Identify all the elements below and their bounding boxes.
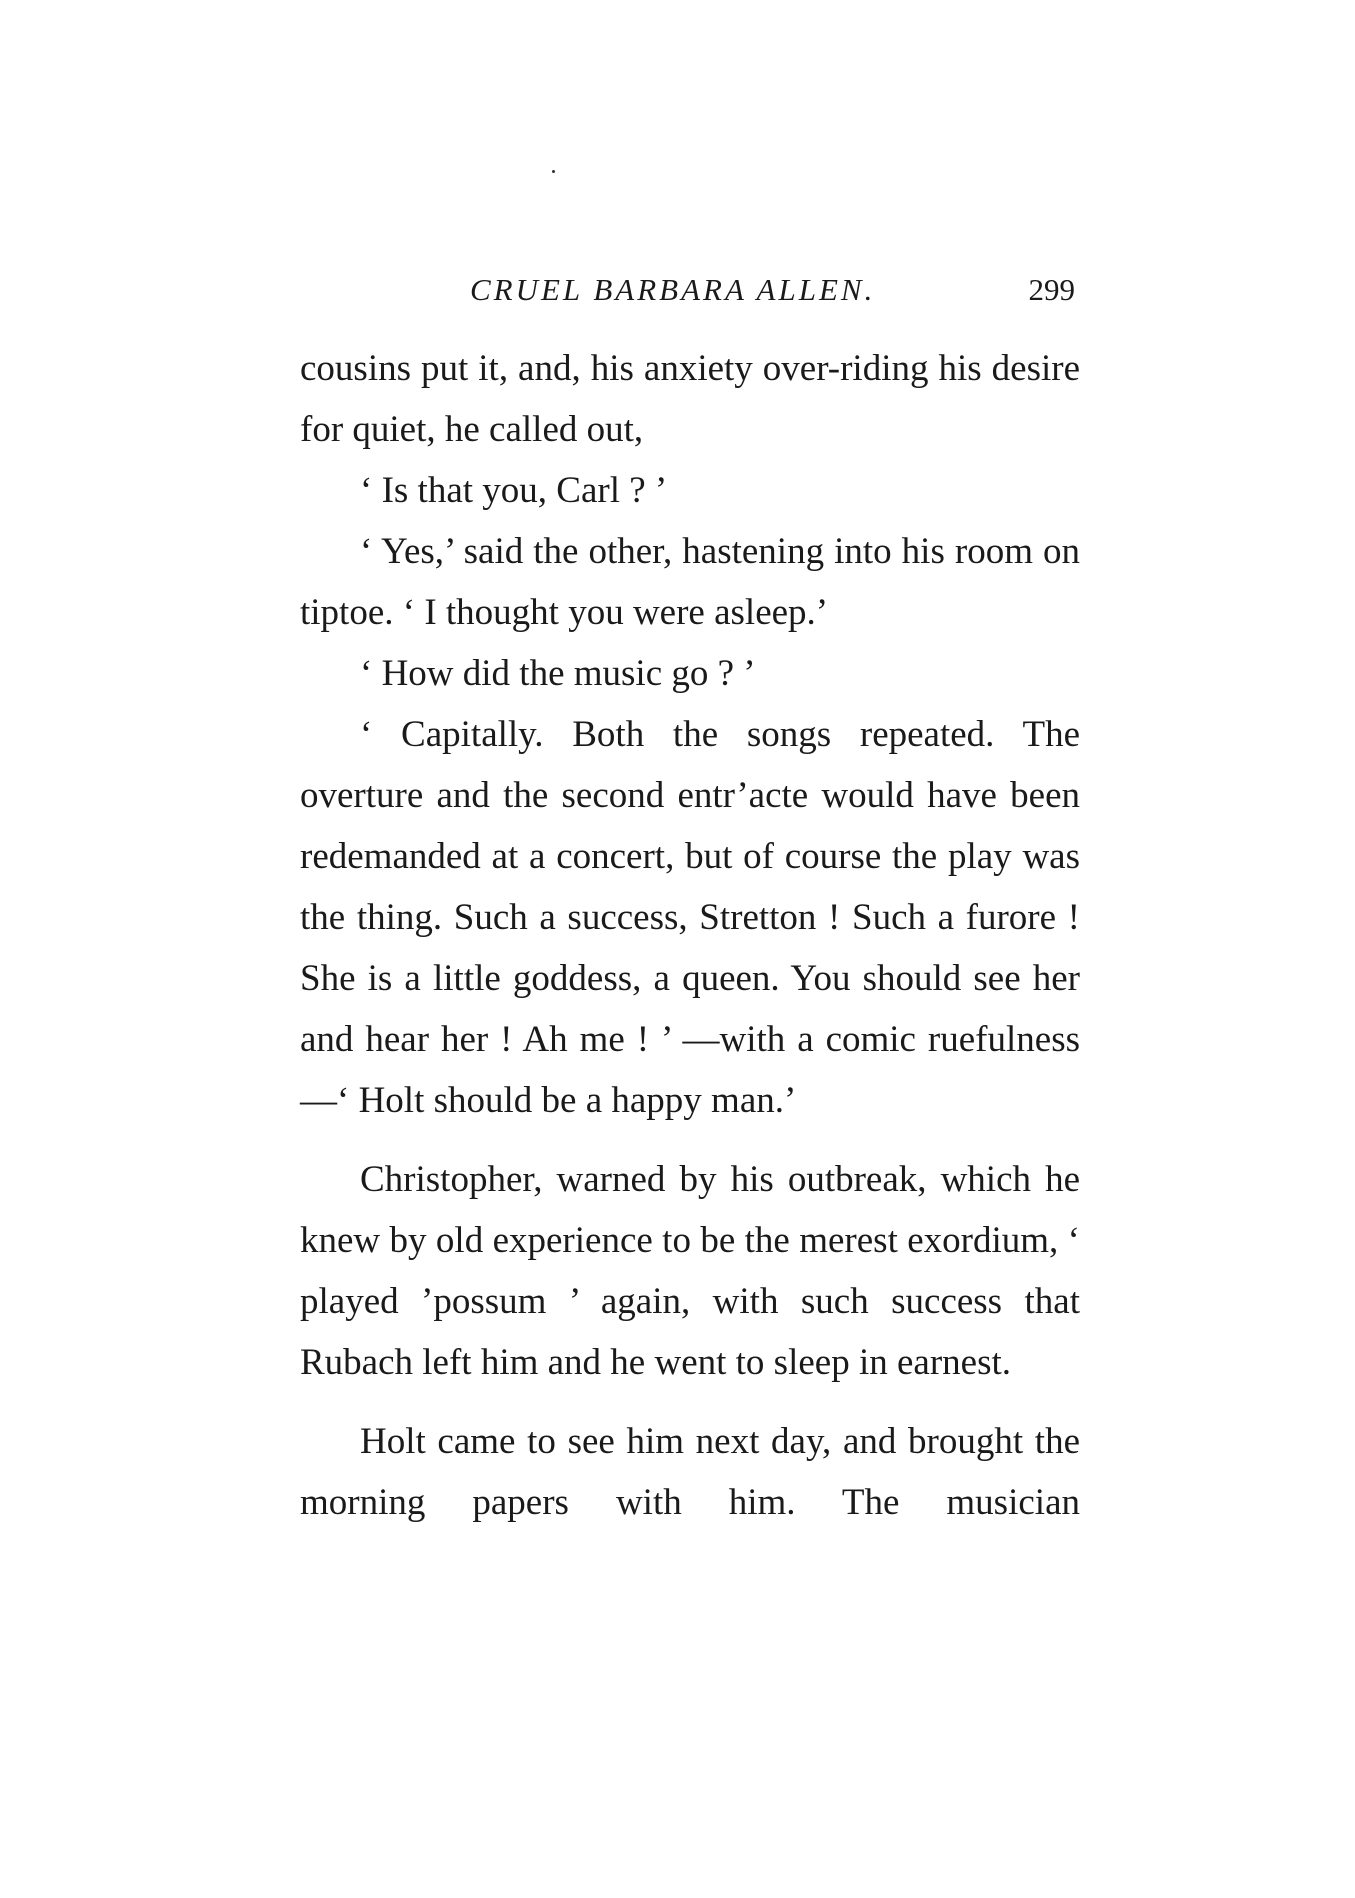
paragraph-6: Christopher, warned by his outbreak, which he knew by old experience to be the merest exordium, ‘ played ’possum ’ again, with such success that Rubach left him and he went to sleep in earnest. bbox=[300, 1159, 1080, 1383]
running-title: CRUEL BARBARA ALLEN. bbox=[470, 272, 876, 307]
paragraph-1: cousins put it, and, his anxiety over-riding his desire for quiet, he called out, bbox=[300, 348, 1080, 450]
paragraph-3: ‘ Yes,’ said the other, hastening into his room on tiptoe. ‘ I thought you were asleep.’ bbox=[300, 531, 1080, 633]
body-text bbox=[300, 338, 1080, 1533]
running-head bbox=[300, 268, 1080, 312]
paragraph-7: Holt came to see him next day, and brought the morning papers with him. The musician bbox=[300, 1421, 1080, 1523]
paragraph-4: ‘ How did the music go ? ’ bbox=[360, 653, 756, 694]
paragraph-5: ‘ Capitally. Both the songs repeated. The overture and the second entr’acte would have been redemanded at a concert, but of course the play was the thing. Such a success, Stretton ! Such a furore ! She is a little goddess, a queen. You should see her and hear her ! Ah me ! ’ —with a comic ruefulness—‘ Holt should be a happy man.’ bbox=[300, 714, 1080, 1121]
ink-speck bbox=[552, 170, 555, 173]
paragraph-2: ‘ Is that you, Carl ? ’ bbox=[360, 470, 668, 511]
page-number: 299 bbox=[1028, 272, 1075, 307]
